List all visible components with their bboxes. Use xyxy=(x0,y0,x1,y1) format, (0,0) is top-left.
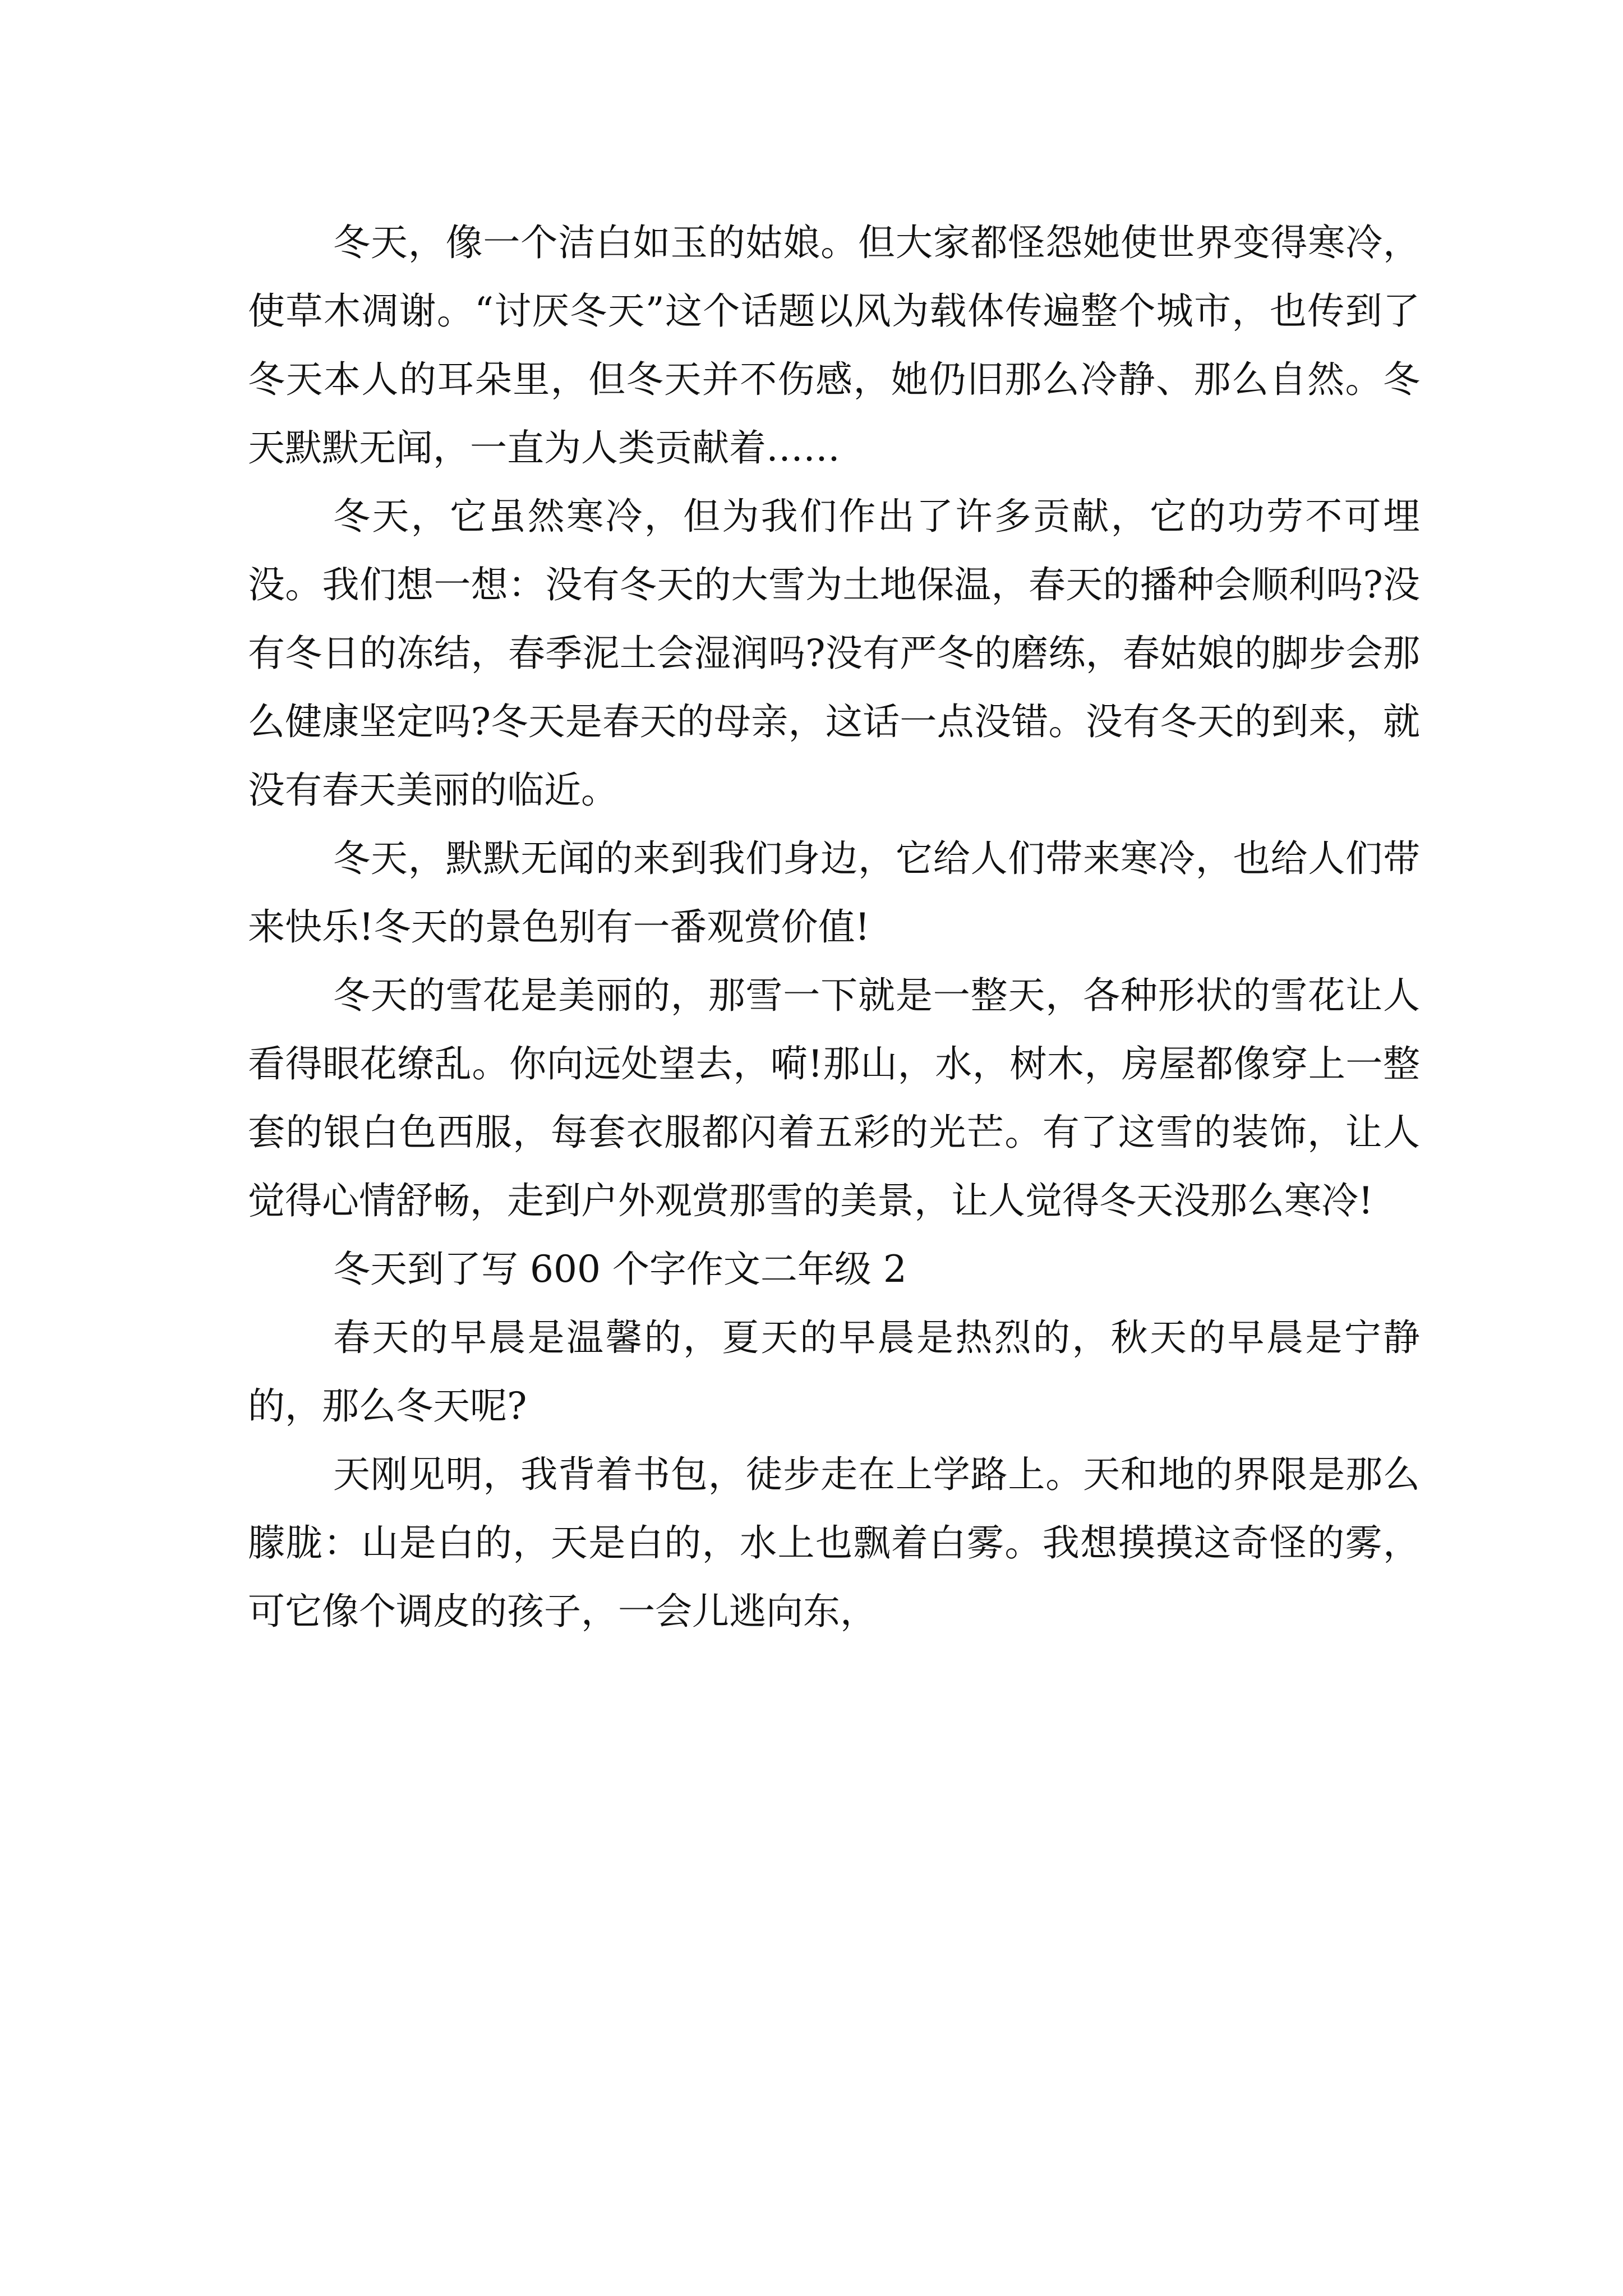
document-body xyxy=(248,209,1420,1646)
paragraph: 冬天，像一个洁白如玉的姑娘。但大家都怪怨她使世界变得寒冷，使草木凋谢。“讨厌冬天”这个话题以风为载体传遍整个城市，也传到了冬天本人的耳朵里，但冬天并不伤感，她仍旧那么冷静、那么自然。冬天默默无闻，一直为人类贡献着…… xyxy=(248,221,1420,470)
paragraph: 天刚见明，我背着书包，徒步走在上学路上。天和地的界限是那么朦胧：山是白的，天是白的，水上也飘着白雾。我想摸摸这奇怪的雾，可它像个调皮的孩子，一会儿逃向东， xyxy=(248,1453,1420,1633)
paragraph: 冬天，它虽然寒冷，但为我们作出了许多贡献，它的功劳不可埋没。我们想一想：没有冬天的大雪为土地保温，春天的播种会顺利吗?没有冬日的冻结，春季泥土会湿润吗?没有严冬的磨练，春姑娘的脚步会那么健康坚定吗?冬天是春天的母亲，这话一点没错。没有冬天的到来，就没有春天美丽的临近。 xyxy=(248,495,1420,812)
section-subtitle: 冬天到了写 600 个字作文二年级 2 xyxy=(333,1248,907,1291)
paragraph: 冬天，默默无闻的来到我们身边，它给人们带来寒冷，也给人们带来快乐!冬天的景色别有一番观赏价值! xyxy=(248,837,1420,949)
paragraph: 春天的早晨是温馨的，夏天的早晨是热烈的，秋天的早晨是宁静的，那么冬天呢? xyxy=(248,1316,1420,1428)
paragraph: 冬天的雪花是美丽的，那雪一下就是一整天，各种形状的雪花让人看得眼花缭乱。你向远处望去，嗬!那山，水，树木，房屋都像穿上一整套的银白色西服，每套衣服都闪着五彩的光芒。有了这雪的装饰，让人觉得心情舒畅，走到户外观赏那雪的美景，让人觉得冬天没那么寒冷! xyxy=(248,974,1420,1222)
